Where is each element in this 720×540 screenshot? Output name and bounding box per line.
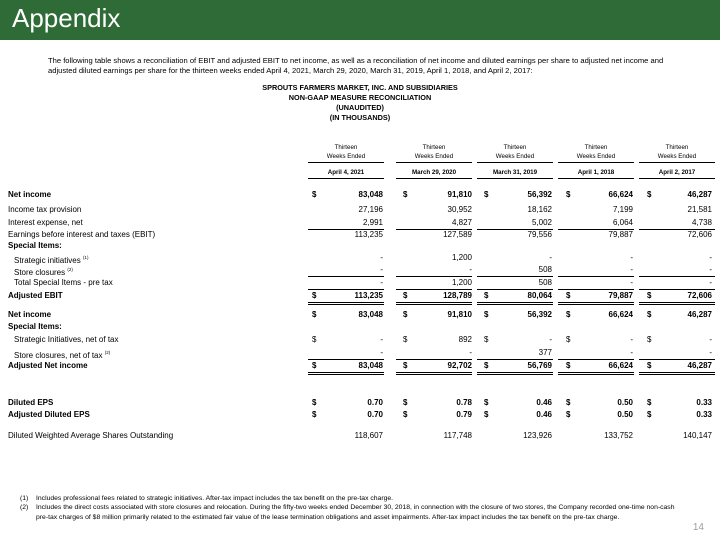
underline (308, 289, 384, 290)
currency-symbol: $ (566, 291, 571, 300)
cell-value: 30,952 (447, 205, 472, 214)
company-heading: SPROUTS FARMERS MARKET, INC. AND SUBSIDIARIES (262, 83, 458, 92)
row-label (8, 241, 62, 251)
column-header-line1: Thirteen (503, 144, 527, 151)
row-label (8, 218, 83, 228)
table-row (8, 205, 712, 215)
double-underline (477, 302, 553, 305)
cell-value: - (380, 265, 383, 274)
footnote-text: Includes the direct costs associated with store closures and relocation. During the fifty-two weeks ended December 30, 2018, in connection with the closure of two stores, the Company recorded one-time non-cash pre-tax charges of $8 million primarily related to the estimated fair value of the lease termination obligations and asset impairments. After-tax impact includes the tax benefit on the pre-tax charge. (36, 504, 675, 521)
cell-value: - (709, 335, 712, 344)
cell-value: 72,606 (687, 291, 712, 300)
column-header-line1: Thirteen (334, 144, 358, 151)
currency-symbol: $ (403, 410, 408, 419)
underline (396, 276, 472, 277)
currency-symbol: $ (647, 335, 652, 344)
underline (477, 162, 553, 163)
cell-value: - (630, 278, 633, 287)
table-row (8, 218, 712, 228)
cell-value: - (709, 348, 712, 357)
cell-value: 83,048 (358, 310, 383, 319)
cell-value: 508 (538, 278, 552, 287)
underline (477, 178, 553, 179)
table-row (8, 241, 712, 251)
row-label (8, 190, 51, 200)
cell-value: 56,392 (527, 190, 552, 199)
table-row (8, 410, 712, 420)
table-row (8, 322, 712, 332)
row-label (8, 361, 88, 371)
table-row (8, 230, 712, 240)
row-label (8, 310, 51, 320)
currency-symbol: $ (647, 398, 652, 407)
cell-value: 5,002 (531, 218, 552, 227)
underline (396, 359, 472, 360)
table-row (8, 253, 712, 263)
column-header-line1: Thirteen (665, 144, 689, 151)
table-row (8, 278, 712, 288)
currency-symbol: $ (484, 291, 489, 300)
footnote-ref: (2) (104, 350, 111, 355)
table-row (8, 398, 712, 408)
underline (477, 359, 553, 360)
currency-symbol: $ (403, 310, 408, 319)
double-underline (639, 372, 715, 375)
column-header-line2: Weeks Ended (326, 153, 366, 160)
row-label-text: Adjusted Net income (8, 361, 88, 370)
underline (558, 178, 634, 179)
row-label (14, 278, 113, 288)
underline (639, 178, 715, 179)
cell-value: 113,235 (354, 291, 383, 300)
currency-symbol: $ (312, 398, 317, 407)
cell-value: - (709, 253, 712, 262)
cell-value: 0.50 (617, 398, 633, 407)
page-title: Appendix (12, 3, 121, 33)
cell-value: 123,926 (523, 431, 552, 440)
double-underline (396, 372, 472, 375)
double-underline (558, 302, 634, 305)
row-label-text: Strategic initiatives (14, 256, 81, 265)
cell-value: 0.78 (456, 398, 472, 407)
row-label-text: Adjusted Diluted EPS (8, 410, 90, 419)
currency-symbol: $ (403, 361, 408, 370)
cell-value: 79,556 (527, 230, 552, 239)
row-label-text: Net income (8, 190, 52, 199)
cell-value: 91,810 (447, 190, 472, 199)
row-label (8, 230, 155, 240)
cell-value: 66,624 (608, 361, 633, 370)
page-number: 14 (692, 522, 704, 533)
row-label-text: Net income (8, 310, 52, 319)
row-label-text: Diluted Weighted Average Shares Outstanding (8, 431, 174, 440)
currency-symbol: $ (484, 335, 489, 344)
double-underline (396, 302, 472, 305)
intro-paragraph: The following table shows a reconciliation of EBIT and adjusted EBIT to net income, as well as a reconciliation of net income and diluted earnings per share to adjusted net income and adjusted diluted earnings per share for the thirteen weeks ended April 4, 2021, March 29, 2020, March 31, 2019, April 1, 2018, and April 2, 2017: (48, 56, 664, 75)
row-label-text: Strategic Initiatives, net of tax (14, 335, 119, 344)
currency-symbol: $ (312, 291, 317, 300)
cell-value: - (630, 253, 633, 262)
underline (558, 289, 634, 290)
column-header-line2: Weeks Ended (414, 153, 454, 160)
cell-value: 83,048 (358, 190, 383, 199)
currency-symbol: $ (312, 361, 317, 370)
table-row (8, 431, 712, 441)
underline (639, 359, 715, 360)
underline (477, 289, 553, 290)
row-label (8, 410, 90, 420)
underline (396, 178, 472, 179)
cell-value: 79,887 (608, 291, 633, 300)
column-header-line2: Weeks Ended (576, 153, 616, 160)
currency-symbol: $ (566, 190, 571, 199)
currency-symbol: $ (312, 335, 317, 344)
currency-symbol: $ (566, 398, 571, 407)
cell-value: 56,392 (527, 310, 552, 319)
row-label (8, 322, 62, 332)
cell-value: - (630, 265, 633, 274)
cell-value: 4,738 (691, 218, 712, 227)
underline (308, 276, 384, 277)
cell-value: 92,702 (447, 361, 472, 370)
row-label (14, 348, 110, 361)
currency-symbol: $ (566, 410, 571, 419)
cell-value: 66,624 (608, 310, 633, 319)
row-label (14, 335, 119, 345)
cell-value: 0.46 (536, 410, 552, 419)
currency-symbol: $ (647, 361, 652, 370)
currency-symbol: $ (484, 410, 489, 419)
cell-value: - (549, 253, 552, 262)
unaudited-heading: (UNAUDITED) (336, 103, 384, 112)
cell-value: 46,287 (687, 310, 712, 319)
cell-value: 128,789 (443, 291, 472, 300)
table-row (8, 291, 712, 301)
footnote-text: Includes professional fees related to strategic initiatives. After-tax impact includes the tax benefit on the pre-tax charge. (36, 495, 394, 502)
underline (396, 289, 472, 290)
currency-symbol: $ (647, 190, 652, 199)
row-label-text: Store closures (14, 268, 66, 277)
cell-value: 18,162 (527, 205, 552, 214)
row-label-text: Earnings before interest and taxes (EBIT) (8, 230, 156, 239)
cell-value: 127,589 (443, 230, 472, 239)
column-header-date: March 29, 2020 (411, 169, 457, 176)
column-header-date: April 1, 2018 (577, 169, 615, 176)
underline (639, 289, 715, 290)
cell-value: - (630, 348, 633, 357)
table-row (8, 348, 712, 358)
cell-value: - (469, 348, 472, 357)
cell-value: 72,606 (687, 230, 712, 239)
cell-value: 118,607 (354, 431, 383, 440)
underline (639, 276, 715, 277)
currency-symbol: $ (566, 361, 571, 370)
currency-symbol: $ (647, 291, 652, 300)
cell-value: 113,235 (354, 230, 383, 239)
row-label-text: Special Items: (8, 241, 62, 250)
currency-symbol: $ (484, 190, 489, 199)
row-label (8, 398, 53, 408)
cell-value: 0.50 (617, 410, 633, 419)
currency-symbol: $ (312, 410, 317, 419)
cell-value: 66,624 (608, 190, 633, 199)
cell-value: 56,769 (527, 361, 552, 370)
currency-symbol: $ (484, 398, 489, 407)
currency-symbol: $ (566, 335, 571, 344)
cell-value: 80,064 (527, 291, 552, 300)
row-label-text: Diluted EPS (8, 398, 54, 407)
underline (558, 162, 634, 163)
currency-symbol: $ (403, 398, 408, 407)
underline (558, 359, 634, 360)
currency-symbol: $ (647, 410, 652, 419)
table-row (8, 335, 712, 345)
currency-symbol: $ (566, 310, 571, 319)
column-header-date: March 31, 2019 (492, 169, 538, 176)
cell-value: 0.33 (696, 398, 712, 407)
currency-symbol: $ (484, 310, 489, 319)
double-underline (558, 372, 634, 375)
cell-value: 83,048 (358, 361, 383, 370)
footnote-number: (2) (20, 504, 29, 512)
cell-value: 46,287 (687, 190, 712, 199)
row-label (8, 291, 63, 301)
cell-value: 0.79 (456, 410, 472, 419)
reconciliation-heading: NON-GAAP MEASURE RECONCILIATION (288, 93, 432, 102)
cell-value: - (380, 253, 383, 262)
cell-value: 27,196 (358, 205, 383, 214)
units-heading: (IN THOUSANDS) (329, 113, 391, 122)
cell-value: 133,752 (604, 431, 633, 440)
cell-value: 21,581 (687, 205, 712, 214)
row-label (14, 265, 73, 278)
cell-value: 79,887 (608, 230, 633, 239)
footnote-number: (1) (20, 495, 29, 502)
row-label-text: Store closures, net of tax (14, 351, 103, 360)
table-row (8, 361, 712, 371)
underline (396, 162, 472, 163)
cell-value: 0.70 (367, 410, 383, 419)
underline (308, 359, 384, 360)
row-label-text: Interest expense, net (8, 218, 83, 227)
column-header-line2: Weeks Ended (495, 153, 535, 160)
column-header-line2: Weeks Ended (657, 153, 697, 160)
currency-symbol: $ (647, 310, 652, 319)
double-underline (308, 302, 384, 305)
column-header-line1: Thirteen (422, 144, 446, 151)
row-label-text: Special Items: (8, 322, 62, 331)
cell-value: 140,147 (683, 431, 712, 440)
currency-symbol: $ (312, 190, 317, 199)
footnote-2 (20, 503, 680, 522)
footnote-ref: (1) (82, 255, 89, 260)
cell-value: - (549, 335, 552, 344)
underline (639, 162, 715, 163)
cell-value: 91,810 (447, 310, 472, 319)
row-label-text: Adjusted EBIT (8, 291, 63, 300)
double-underline (639, 302, 715, 305)
cell-value: 7,199 (612, 205, 633, 214)
row-label-text: Total Special Items - pre tax (14, 278, 113, 287)
cell-value: - (630, 335, 633, 344)
row-label (8, 205, 81, 215)
cell-value: 377 (538, 348, 552, 357)
underline (477, 276, 553, 277)
column-header-line1: Thirteen (584, 144, 608, 151)
title-banner (0, 0, 720, 40)
currency-symbol: $ (484, 361, 489, 370)
cell-value: 46,287 (687, 361, 712, 370)
cell-value: 0.46 (536, 398, 552, 407)
double-underline (308, 372, 384, 375)
underline (308, 162, 384, 163)
table-row (8, 265, 712, 275)
column-header-date: April 4, 2021 (327, 169, 365, 176)
cell-value: 2,991 (362, 218, 383, 227)
cell-value: 4,827 (451, 218, 472, 227)
cell-value: - (469, 265, 472, 274)
cell-value: - (709, 278, 712, 287)
footnote-ref: (2) (67, 267, 73, 272)
cell-value: 0.70 (367, 398, 383, 407)
footnotes (20, 494, 680, 522)
cell-value: 892 (458, 335, 472, 344)
underline (558, 276, 634, 277)
cell-value: 6,064 (612, 218, 633, 227)
currency-symbol: $ (403, 335, 408, 344)
row-label-text: Income tax provision (8, 205, 82, 214)
cell-value: 508 (538, 265, 552, 274)
cell-value: 1,200 (451, 278, 472, 287)
cell-value: 0.33 (696, 410, 712, 419)
double-underline (477, 372, 553, 375)
column-header-date: April 2, 2017 (658, 169, 696, 176)
cell-value: - (380, 335, 383, 344)
currency-symbol: $ (403, 291, 408, 300)
cell-value: - (709, 265, 712, 274)
cell-value: - (380, 348, 383, 357)
row-label (8, 431, 173, 441)
table-row (8, 190, 712, 200)
cell-value: 1,200 (451, 253, 472, 262)
cell-value: 117,748 (443, 431, 472, 440)
footnote-1 (20, 494, 680, 503)
underline (308, 178, 384, 179)
currency-symbol: $ (403, 190, 408, 199)
currency-symbol: $ (312, 310, 317, 319)
cell-value: - (380, 278, 383, 287)
table-row (8, 310, 712, 320)
